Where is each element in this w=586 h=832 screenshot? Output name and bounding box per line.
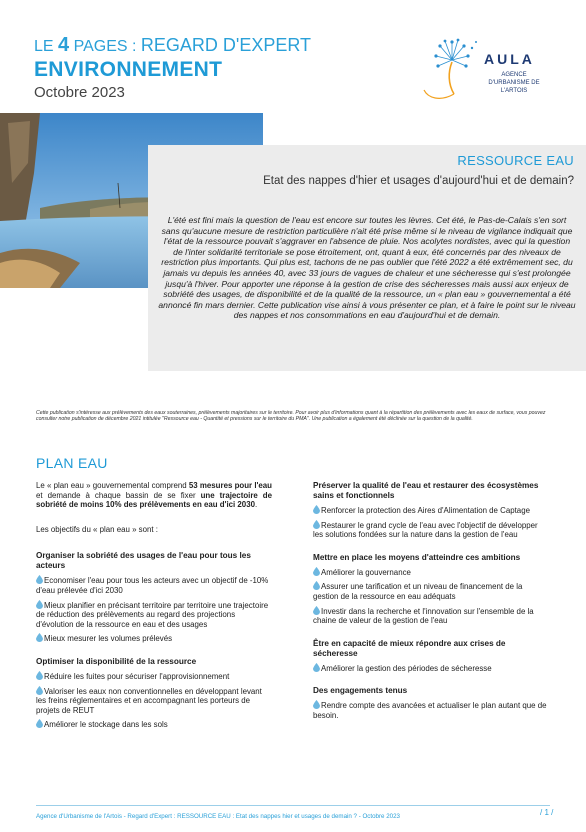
kicker-number: 4 bbox=[58, 34, 70, 56]
objective-item bbox=[313, 505, 549, 516]
footer-divider bbox=[36, 805, 550, 806]
objective-item-text: Mieux planifier en précisant territoire par territoire une trajectoire de réduction des prélèvements au regard des projections d'évolution de la ressource en eau et des usages bbox=[36, 600, 269, 629]
section-question: Etat des nappes d'hier et usages d'aujourd'hui et de demain? bbox=[263, 175, 574, 187]
water-drop-icon bbox=[36, 575, 43, 584]
kicker bbox=[34, 34, 374, 58]
publication-date: Octobre 2023 bbox=[34, 84, 125, 101]
kicker-pages: PAGES : bbox=[73, 38, 137, 55]
water-drop-icon bbox=[36, 671, 43, 680]
objective-item-text: Mieux mesurer les volumes prélevés bbox=[44, 634, 173, 644]
objective-item bbox=[313, 700, 549, 720]
water-drop-icon bbox=[313, 567, 320, 576]
water-drop-icon bbox=[313, 520, 320, 529]
logo-subtitle: AGENCE D'URBANISME DE L'ARTOIS bbox=[488, 72, 540, 94]
plan-intro-text: Le « plan eau » gouvernemental comprend bbox=[36, 481, 189, 490]
objective-item bbox=[36, 686, 272, 716]
objective-item-text: Assurer une tarification et un niveau de financement de la gestion de la ressource en eau adéquats bbox=[313, 582, 523, 601]
section-label: RESSOURCE EAU bbox=[457, 153, 574, 168]
objective-heading: Optimiser la disponibilité de la ressource bbox=[36, 656, 197, 666]
objective-heading: Mettre en place les moyens d'atteindre ces ambitions bbox=[313, 552, 521, 562]
footer-text: Agence d'Urbanisme de l'Artois - Regard d'Expert : RESSOURCE EAU : Etat des nappes hier et usages de demain ? - Octobre 2023 bbox=[36, 813, 400, 820]
left-column bbox=[36, 481, 272, 730]
right-column bbox=[313, 481, 549, 721]
water-drop-icon bbox=[36, 600, 43, 609]
objective-item-text: Investir dans la recherche et l'innovation sur l'ensemble de la chaine de valeur de la gestion de l'eau bbox=[313, 606, 534, 626]
water-drop-icon bbox=[36, 719, 43, 728]
objective-item bbox=[36, 575, 272, 595]
page-number: / 1 / bbox=[540, 808, 554, 817]
objective-heading: Organiser la sobriété des usages de l'eau pour tous les acteurs bbox=[36, 551, 251, 571]
objective-item-text: Economiser l'eau pour tous les acteurs avec un objectif de -10% d'eau prélevée d'ici 2030 bbox=[36, 576, 269, 595]
objective-item bbox=[36, 633, 272, 644]
aula-logo bbox=[418, 36, 558, 106]
water-drop-icon bbox=[313, 606, 320, 615]
objective-item bbox=[313, 520, 549, 540]
objective-item bbox=[313, 581, 549, 601]
dandelion-logo-icon bbox=[418, 36, 482, 106]
plan-intro-bold: une trajectoire de sobriété de moins 10% des prélèvements en eau d'ici 2030 bbox=[36, 490, 273, 510]
objective-item bbox=[36, 671, 272, 682]
objective-item-text: Améliorer le stockage dans les sols bbox=[44, 720, 168, 730]
resource-intro-box bbox=[148, 145, 586, 371]
objective-heading: Préserver la qualité de l'eau et restaurer des écosystèmes sains et fonctionnels bbox=[313, 481, 539, 500]
disclaimer-note: Cette publication s'intéresse aux prélèvements des eaux souterraines, prélèvements majoritaires sur le territoire. Pour avoir plus d'informations quant à la répartition des prélèvements avec les eaux de surface, vous pouvez consulter notre publication de décembre 2021 intitulée "Ressource eau - Quantité et pressions sur le territoire du PMA". Une publication a également été déclinée sur la question de la qualité. bbox=[36, 410, 546, 423]
kicker-regard: REGARD D'EXPERT bbox=[140, 35, 312, 55]
objective-heading: Des engagements tenus bbox=[313, 686, 408, 696]
objective-item-text: Améliorer la gouvernance bbox=[321, 567, 411, 577]
header bbox=[34, 34, 374, 103]
objective-item-text: Réduire les fuites pour sécuriser l'approvisionnement bbox=[44, 671, 230, 681]
objective-heading: Être en capacité de mieux répondre aux crises de sécheresse bbox=[313, 638, 506, 658]
objective-item-text: Rendre compte des avancées et actualiser le plan autant que de besoin. bbox=[313, 701, 547, 720]
intro-paragraph: L'été est fini mais la question de l'eau est encore sur toutes les lèvres. Cet été, le Pas-de-Calais s'en sort sans qu'aucune mesure de restriction particulière n'ait été prise même si le niveau de vigilance indiquait que l'état de la ressource pouvait s'aggraver en l'absence de pluie. Nos acolytes nordistes, avec qui la question de l'inter solidarité territoriale se pose étroitement, ont, quant à eux, été concernés par des niveaux de restriction plus importants. Qui plus est, tachons de ne pas oublier que l'été 2022 a été extrêmement sec, du jamais vu depuis les années 40, avec 33 jours de vagues de chaleur et une sécheresse qui s'est prolongée jusqu'à l'hiver. Pour apporter une réponse à la gestion de crise des sécheresses mais aussi aux enjeux de sobriété des usages, de disponibilité et de la qualité de la ressource, un « plan eau » gouvernemental a été annoncé fin mars dernier. Cette publication vise ainsi à vous présenter ce plan, et à faire le point sur le niveau des nappes et nos consommations en eau d'aujourd'hui et de demain. bbox=[158, 215, 576, 321]
plan-intro-bold: 53 mesures pour l'eau bbox=[188, 481, 272, 490]
water-drop-icon bbox=[313, 505, 320, 514]
water-drop-icon bbox=[313, 581, 320, 590]
water-drop-icon bbox=[313, 700, 320, 709]
objectives-lead: Les objectifs du « plan eau » sont : bbox=[36, 524, 158, 534]
water-drop-icon bbox=[313, 663, 320, 672]
objective-item bbox=[313, 606, 549, 626]
objective-item-text: Renforcer la protection des Aires d'Alimentation de Captage bbox=[321, 506, 530, 515]
objective-item bbox=[36, 600, 272, 630]
objective-item-text: Améliorer la gestion des périodes de sécheresse bbox=[321, 663, 492, 673]
objective-item-text: Restaurer le grand cycle de l'eau avec l'objectif de développer les solutions fondées sur la nature dans la gestion de l'eau bbox=[313, 520, 538, 540]
objective-item bbox=[313, 567, 549, 578]
objective-item bbox=[36, 719, 272, 730]
objective-item-text: Valoriser les eaux non conventionnelles en développant levant les freins réglementaires et en accompagnant les porteurs de projets de REUT bbox=[36, 686, 262, 715]
logo-name: AULA bbox=[484, 51, 535, 67]
plan-intro-text: et demande à chaque bassin de se fixer bbox=[36, 490, 201, 500]
plan-intro-text: . bbox=[254, 500, 258, 510]
kicker-le: LE bbox=[34, 38, 54, 55]
water-drop-icon bbox=[36, 633, 43, 642]
water-drop-icon bbox=[36, 686, 43, 695]
plan-eau-heading: PLAN EAU bbox=[36, 455, 108, 471]
page-title: ENVIRONNEMENT bbox=[34, 58, 223, 81]
plan-intro bbox=[36, 481, 272, 510]
objective-item bbox=[313, 663, 549, 674]
